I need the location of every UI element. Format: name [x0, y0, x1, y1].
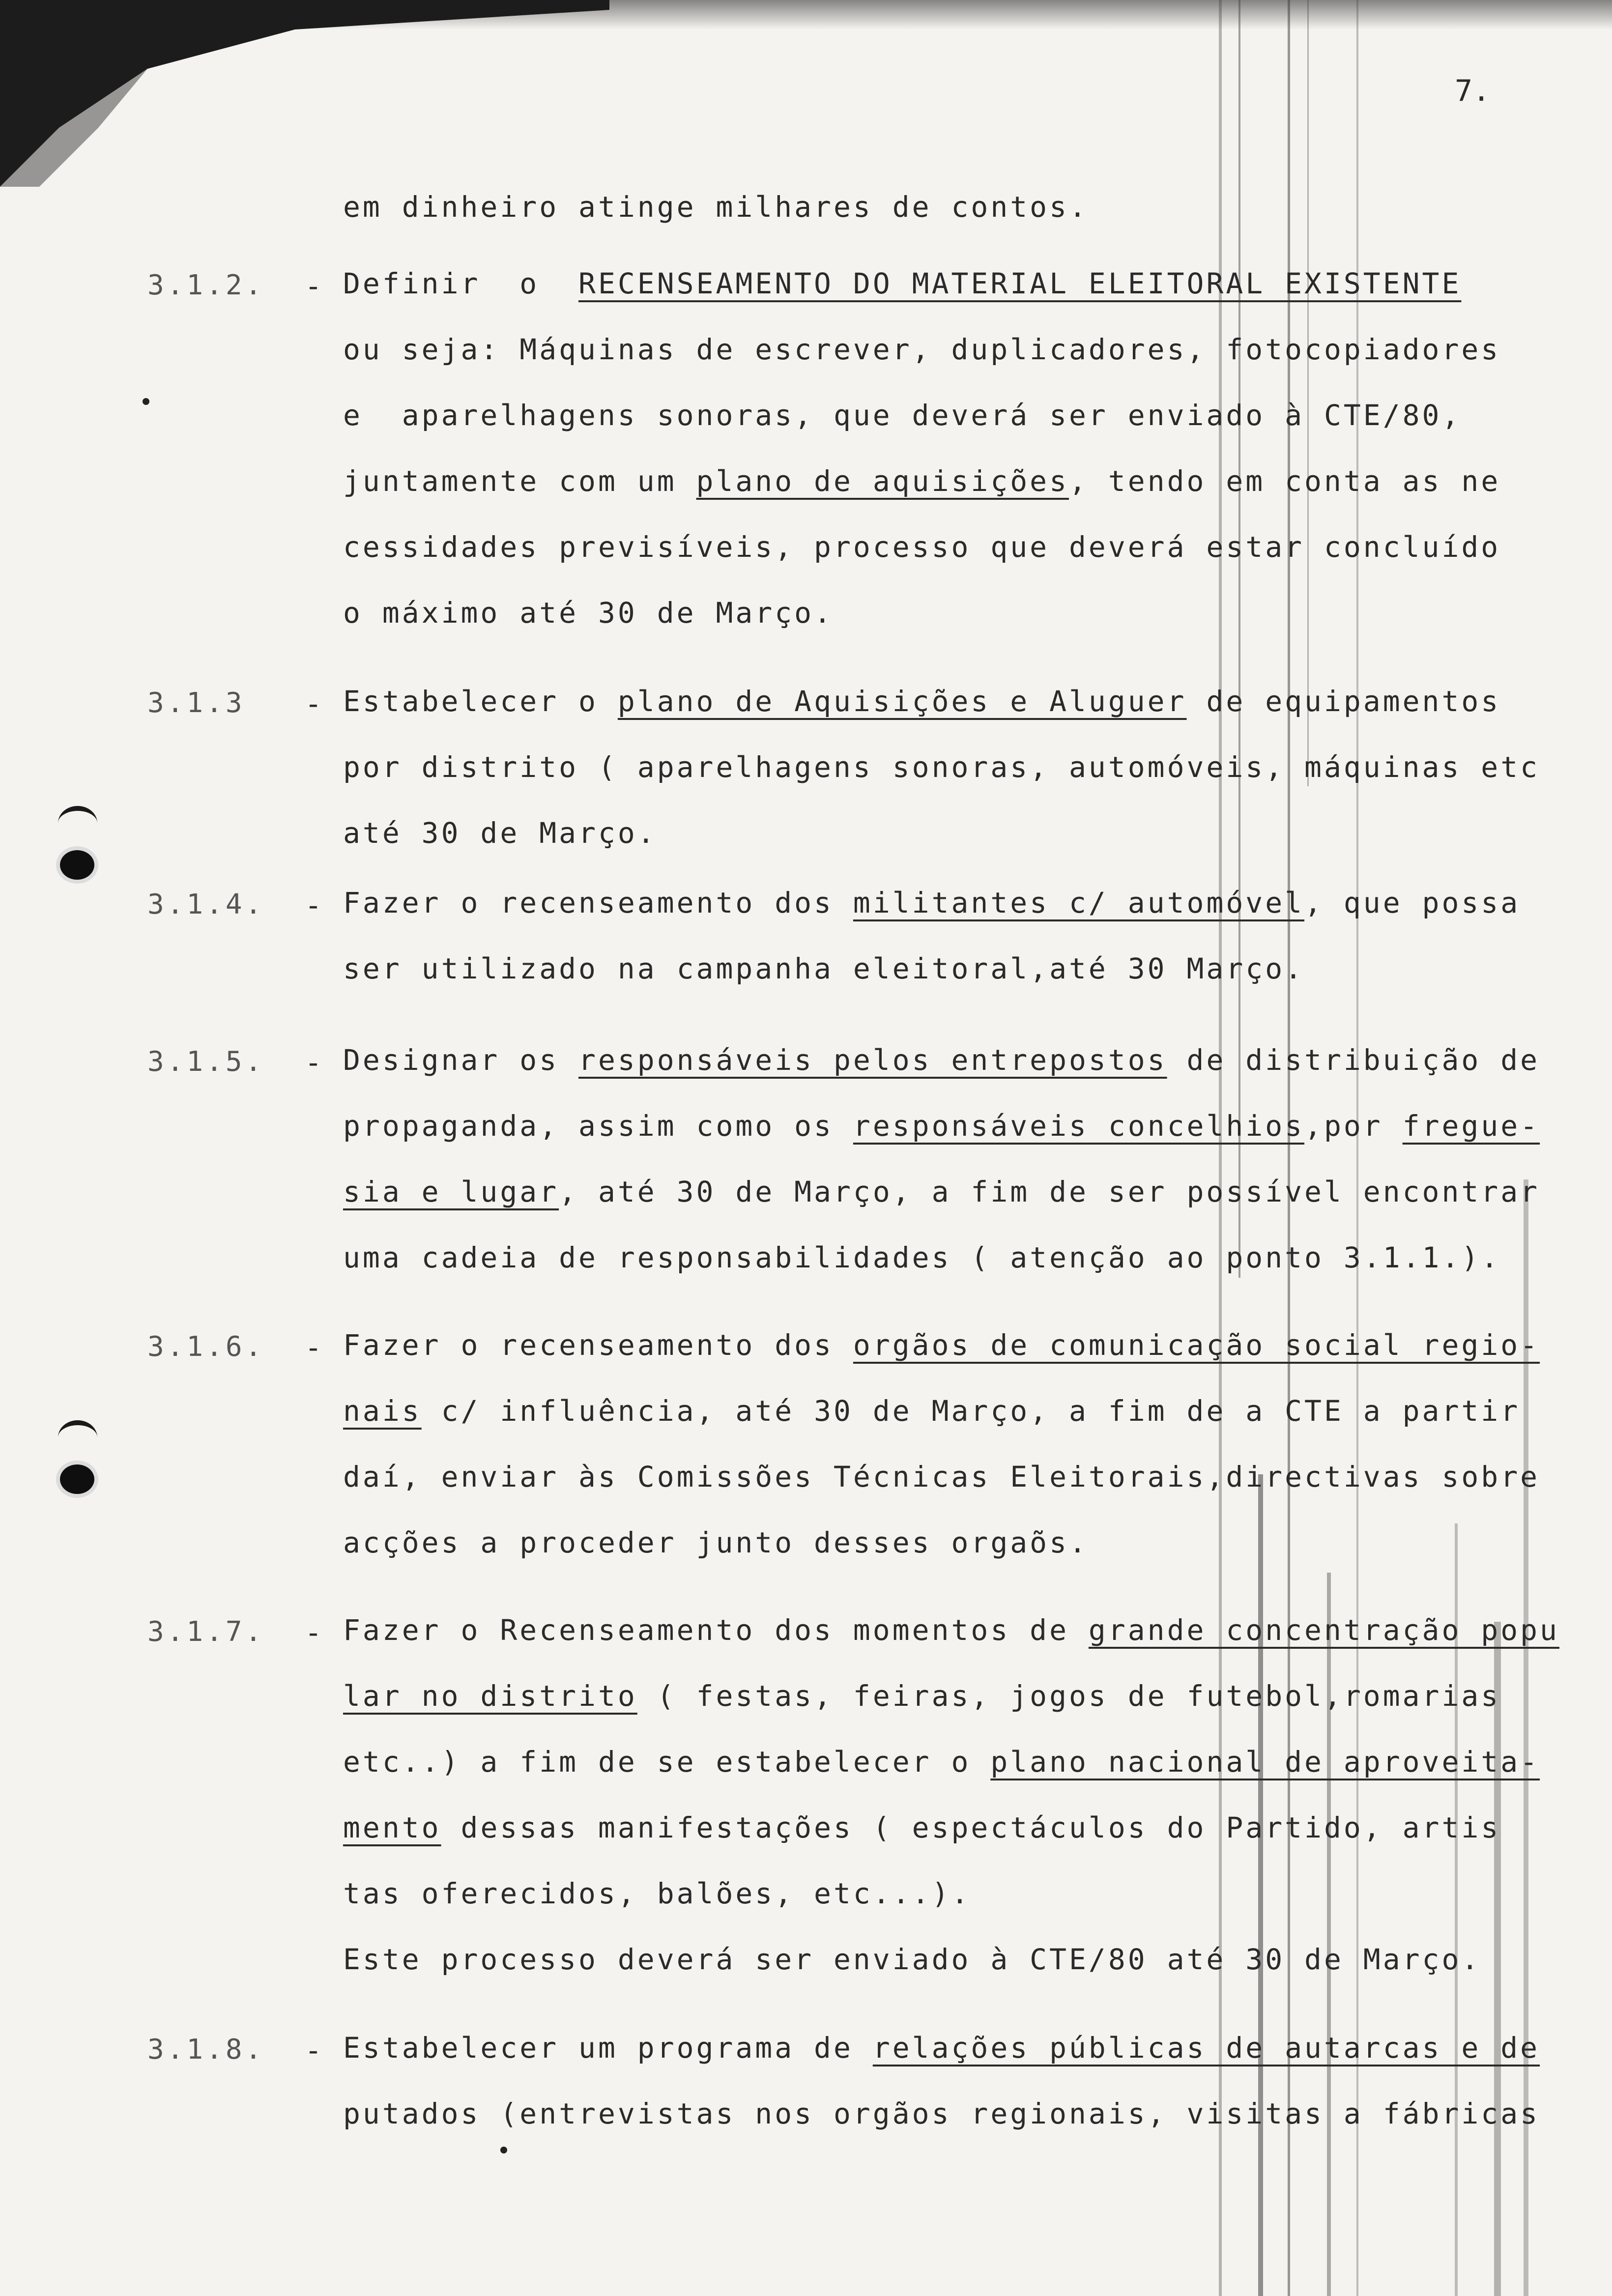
- text-run: cessidades previsíveis, processo que deverá estar concluído: [343, 530, 1501, 564]
- item-dash: -: [305, 687, 322, 720]
- text-run: c/ influência, até 30 de Março, a fim de a CTE a partir: [421, 1394, 1521, 1428]
- text-run: Estabelecer um programa de: [343, 2031, 873, 2065]
- item-text-line: [343, 1945, 1481, 1974]
- text-run: juntamente com um: [343, 464, 696, 498]
- item-number: 3.1.2.: [147, 269, 265, 301]
- text-run: uma cadeia de responsabilidades ( atenção ao ponto 3.1.1.).: [343, 1241, 1501, 1274]
- text-run: Definir o: [343, 267, 579, 300]
- continuation-line: em dinheiro atinge milhares de contos.: [343, 190, 1089, 224]
- item-number: 3.1.3: [147, 687, 245, 719]
- item-text-line: [343, 596, 834, 630]
- text-run: ou seja: Máquinas de escrever, duplicadores, fotocopiadores: [343, 333, 1501, 366]
- text-run: , até 30 de Março, a fim de ser possível encontrar: [559, 1175, 1540, 1208]
- underlined-text: relações públicas de autarcas e de: [872, 2031, 1540, 2065]
- item-text-line: [343, 401, 1461, 430]
- underlined-text: plano de Aquisições e Aluguer: [617, 685, 1187, 718]
- item-dash: -: [305, 1331, 322, 1364]
- item-number: 3.1.4.: [147, 889, 265, 920]
- text-run: Designar os: [343, 1043, 579, 1077]
- text-run: dessas manifestações ( espectáculos do Partido, artis: [441, 1811, 1501, 1844]
- item-text-line: [343, 2099, 1540, 2128]
- item-text-line: [343, 750, 1540, 784]
- underlined-text: plano de aquisições: [696, 464, 1069, 498]
- item-text-line: [343, 687, 1500, 716]
- text-run: ser utilizado na campanha eleitoral,até 30 Março.: [343, 952, 1305, 985]
- underlined-text: responsáveis pelos entrepostos: [578, 1043, 1167, 1077]
- item-text-line: [343, 1813, 1500, 1842]
- underlined-text: sia e lugar: [343, 1175, 559, 1208]
- stray-mark: [143, 398, 149, 405]
- item-text-line: [343, 1679, 1501, 1713]
- photocopy-corner-shadow: [0, 0, 609, 187]
- text-run: Estabelecer o: [343, 685, 618, 718]
- item-text-line: [343, 1528, 1089, 1557]
- item-text-line: [343, 1460, 1540, 1493]
- item-text-line: [343, 886, 1521, 919]
- text-run: , tendo em conta as ne: [1069, 464, 1501, 498]
- text-run: Fazer o recenseamento dos: [343, 1328, 853, 1362]
- item-text-line: [343, 1394, 1521, 1428]
- underlined-text: orgãos de comunicação social regio-: [853, 1328, 1540, 1362]
- item-text-line: [343, 530, 1501, 564]
- item-text-line: [343, 816, 657, 850]
- text-run: Fazer o recenseamento dos: [343, 886, 853, 919]
- item-dash: -: [305, 889, 322, 922]
- text-run: ,por: [1304, 1109, 1403, 1143]
- item-number: 3.1.5.: [147, 1046, 265, 1078]
- text-run: acções a proceder junto desses orgaõs.: [343, 1526, 1089, 1559]
- underlined-text: militantes c/ automóvel: [853, 886, 1305, 919]
- item-dash: -: [305, 269, 322, 303]
- underlined-text: plano nacional de aproveita-: [990, 1745, 1540, 1779]
- item-text-line: [343, 954, 1304, 983]
- text-run: de equipamentos: [1186, 685, 1501, 718]
- text-run: até 30 de Março.: [343, 816, 657, 850]
- underlined-text: mento: [343, 1811, 441, 1844]
- item-text-line: [343, 335, 1500, 364]
- underlined-text: responsáveis concelhios: [853, 1109, 1305, 1143]
- item-number: 3.1.6.: [147, 1331, 265, 1363]
- item-text-line: [343, 464, 1501, 498]
- page-number: 7.: [1455, 74, 1491, 108]
- item-text-line: [343, 1109, 1540, 1143]
- stray-mark: [500, 2147, 507, 2153]
- item-text-line: [343, 2031, 1540, 2065]
- text-run: , que possa: [1304, 886, 1521, 919]
- underlined-text: grande concentração popu: [1088, 1613, 1559, 1647]
- text-run: e aparelhagens sonoras, que deverá ser enviado à CTE/80,: [343, 399, 1462, 432]
- item-text-line: [343, 1177, 1540, 1206]
- item-dash: -: [305, 1616, 322, 1649]
- item-dash: -: [305, 2034, 322, 2067]
- item-text-line: [343, 1745, 1540, 1779]
- text-run: daí, enviar às Comissões Técnicas Eleitorais,directivas sobre: [343, 1460, 1540, 1493]
- text-run: propaganda, assim como os: [343, 1109, 853, 1143]
- text-run: etc..) a fim de se estabelecer o: [343, 1745, 991, 1779]
- item-text-line: [343, 1613, 1559, 1647]
- item-text-line: [343, 1243, 1500, 1272]
- underlined-text: RECENSEAMENTO DO MATERIAL ELEITORAL EXISTENTE: [578, 267, 1462, 300]
- item-text-line: [343, 269, 1461, 298]
- item-dash: -: [305, 1046, 322, 1079]
- text-run: o máximo até 30 de Março.: [343, 596, 834, 630]
- underlined-text: nais: [343, 1394, 422, 1428]
- text-run: tas oferecidos, balões, etc...).: [343, 1877, 971, 1910]
- text-run: Este processo deverá ser enviado à CTE/80 até 30 de Março.: [343, 1943, 1481, 1976]
- text-run: putados (entrevistas nos orgãos regionais, visitas a fábricas: [343, 2097, 1540, 2130]
- text-run: de distribuição de: [1167, 1043, 1540, 1077]
- text-run: Fazer o Recenseamento dos momentos de: [343, 1613, 1089, 1647]
- item-number: 3.1.7.: [147, 1616, 265, 1648]
- text-run: por distrito ( aparelhagens sonoras, automóveis, máquinas etc: [343, 750, 1540, 784]
- item-text-line: [343, 1043, 1540, 1077]
- item-text-line: [343, 1879, 971, 1908]
- item-text-line: [343, 1328, 1540, 1362]
- item-number: 3.1.8.: [147, 2034, 265, 2066]
- underlined-text: lar no distrito: [343, 1679, 637, 1713]
- text-run: ( festas, feiras, jogos de futebol,romarias: [637, 1679, 1501, 1713]
- underlined-text: fregue-: [1402, 1109, 1540, 1143]
